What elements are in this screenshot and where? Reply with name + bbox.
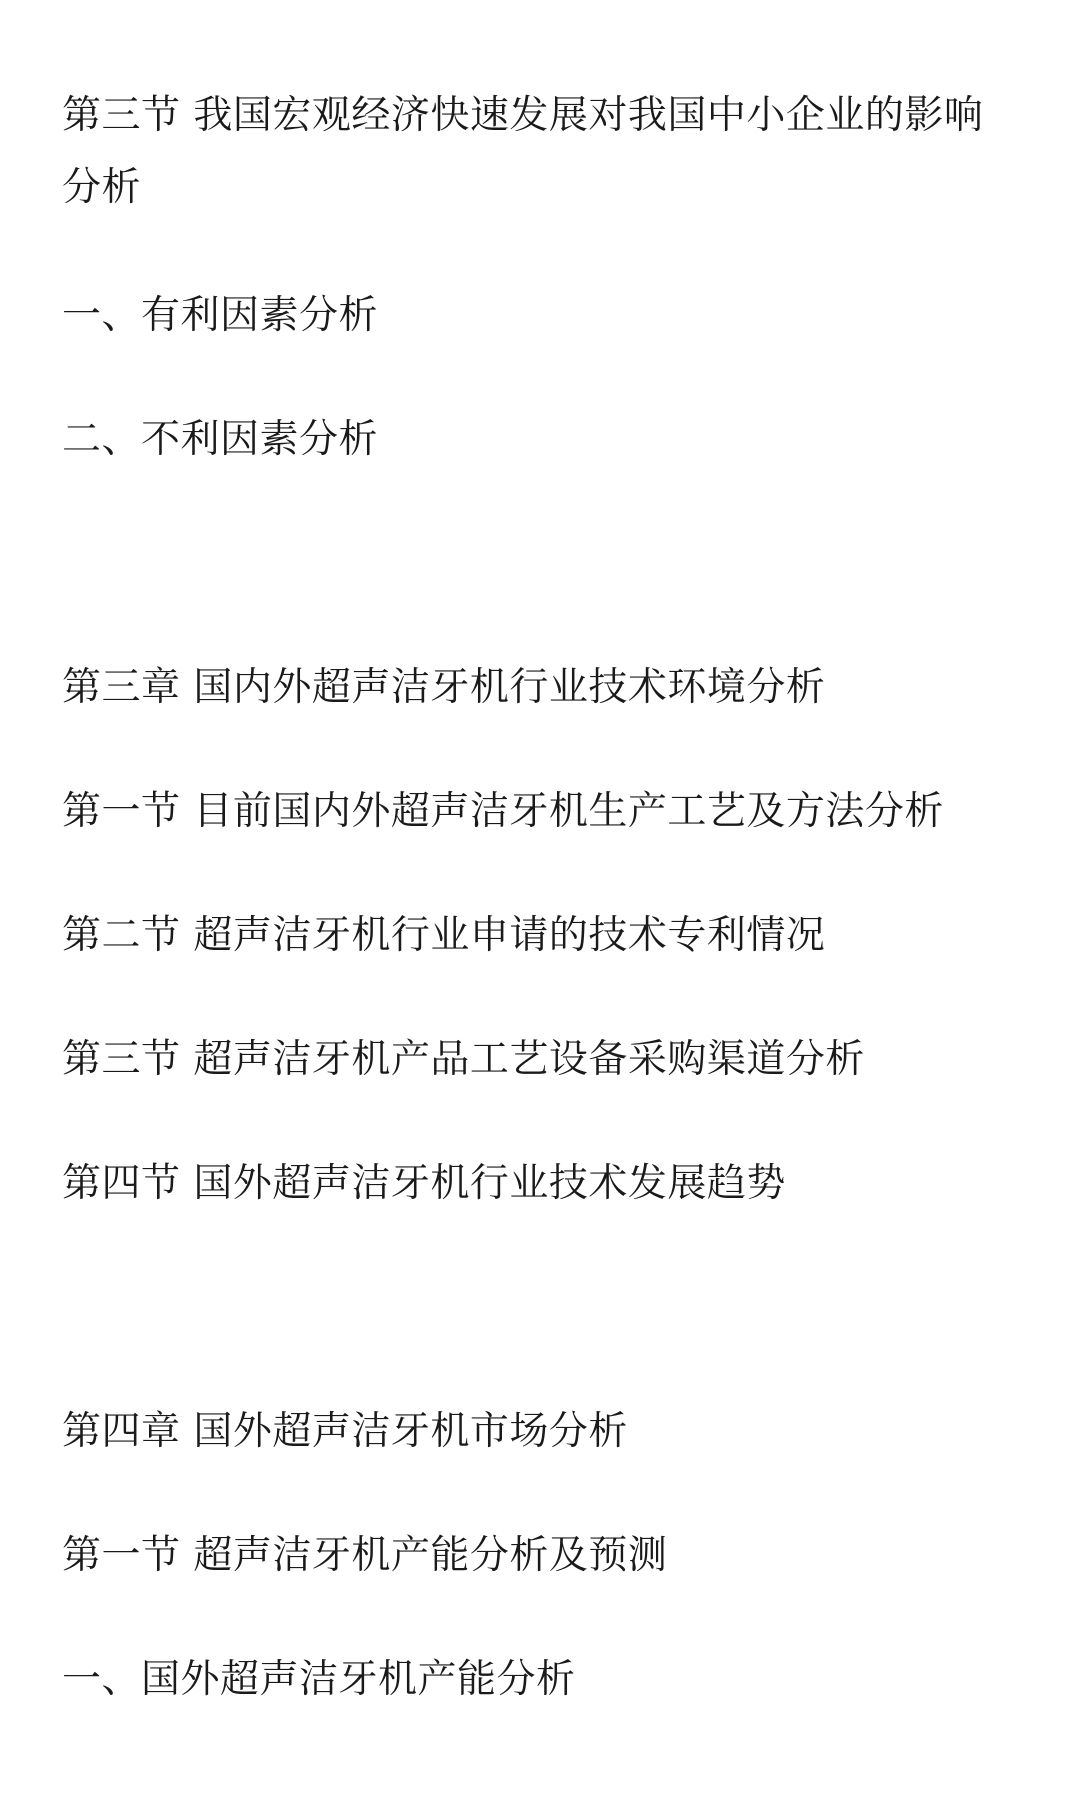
section-heading: 第三节 我国宏观经济快速发展对我国中小企业的影响分析: [62, 93, 984, 210]
chapter-heading: 第四章 国外超声洁牙机市场分析: [62, 1409, 628, 1454]
section-heading: 第四节 国外超声洁牙机行业技术发展趋势: [62, 1161, 786, 1206]
section-heading: 第二节 超声洁牙机行业申请的技术专利情况: [62, 913, 826, 958]
section-heading: 第一节 超声洁牙机产能分析及预测: [62, 1533, 668, 1578]
section-heading: 第三节 超声洁牙机产品工艺设备采购渠道分析: [62, 1037, 865, 1082]
subsection-item: 一、国外超声洁牙机产能分析: [62, 1657, 576, 1702]
chapter-heading: 第三章 国内外超声洁牙机行业技术环境分析: [62, 665, 826, 710]
section-heading: 第一节 目前国内外超声洁牙机生产工艺及方法分析: [62, 789, 944, 834]
subsection-item: 二、不利因素分析: [62, 417, 379, 462]
subsection-item: 一、有利因素分析: [62, 293, 379, 338]
